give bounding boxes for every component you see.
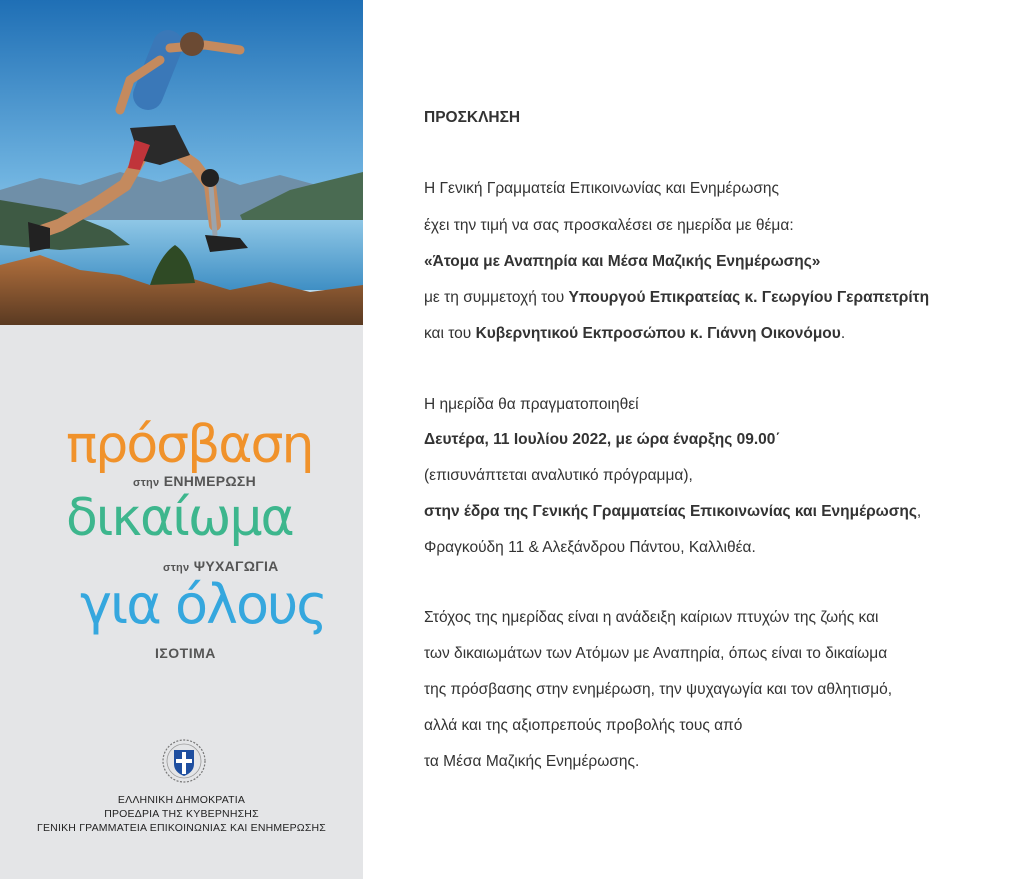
- left-panel: [0, 0, 363, 879]
- text-fragment: και του: [424, 325, 476, 342]
- text-line: της πρόσβασης στην ενημέρωση, την ψυχαγωγία και τον αθλητισμό,: [424, 681, 893, 698]
- invitation-title: ΠΡΟΣΚΛΗΣΗ: [424, 109, 521, 126]
- text-line: [424, 503, 921, 521]
- slogan-word-access: πρόσβαση: [66, 415, 313, 475]
- text-line: Η Γενική Γραμματεία Επικοινωνίας και Ενημέρωσης: [424, 180, 779, 197]
- text-fragment: με τη συμμετοχή του: [424, 289, 569, 306]
- org-line-secretariat: ΓΕΝΙΚΗ ΓΡΑΜΜΑΤΕΙΑ ΕΠΙΚΟΙΝΩΝΙΑΣ ΚΑΙ ΕΝΗΜΕΡΩΣΗΣ: [37, 822, 326, 834]
- text-line: Η ημερίδα θα πραγματοποιηθεί: [424, 396, 639, 413]
- event-venue: στην έδρα της Γενικής Γραμματείας Επικοινωνίας και Ενημέρωσης: [424, 503, 917, 520]
- runner-photo: [0, 0, 363, 325]
- org-line-republic: ΕΛΛΗΝΙΚΗ ΔΗΜΟΚΡΑΤΙΑ: [117, 794, 246, 806]
- slogan-word-for-all: για όλους: [80, 573, 326, 636]
- text-line: αλλά και της αξιοπρεπούς προβολής τους από: [424, 717, 743, 734]
- slogan-sub-word: ΨΥΧΑΓΩΓΙΑ: [193, 558, 279, 574]
- slogan-sub-equal: ΙΣΟΤΙΜΑ: [155, 645, 216, 661]
- slogan-sub-word: ΕΝΗΜΕΡΩΣΗ: [163, 473, 257, 489]
- event-address: Φραγκούδη 11 & Αλεξάνδρου Πάντου, Καλλιθέα.: [424, 539, 756, 556]
- spokesperson-name: Κυβερνητικού Εκπροσώπου κ. Γιάννη Οικονόμου: [475, 325, 841, 342]
- text-line: [424, 289, 929, 307]
- slogan-sub-prefix: στην: [133, 477, 160, 489]
- event-topic: «Άτομα με Αναπηρία και Μέσα Μαζικής Ενημέρωσης»: [424, 253, 821, 270]
- slogan-word-right: δικαίωμα: [66, 488, 293, 548]
- text-line: (επισυνάπτεται αναλυτικό πρόγραμμα),: [424, 467, 693, 484]
- slogan-sub-entertainment: [163, 558, 279, 574]
- text-fragment: ,: [916, 503, 922, 520]
- runner-photo-illustration: [0, 0, 363, 325]
- slogan-sub-information: [133, 473, 256, 489]
- text-fragment: .: [840, 325, 846, 342]
- event-date: Δευτέρα, 11 Ιουλίου 2022, με ώρα έναρξης 09.00΄: [424, 431, 781, 448]
- greek-coat-of-arms-icon: [161, 738, 207, 784]
- minister-name: Υπουργού Επικρατείας κ. Γεωργίου Γεραπετρίτη: [568, 289, 930, 306]
- text-line: τα Μέσα Μαζικής Ενημέρωσης.: [424, 753, 640, 770]
- text-line: έχει την τιμή να σας προσκαλέσει σε ημερίδα με θέμα:: [424, 217, 794, 234]
- text-line: Στόχος της ημερίδας είναι η ανάδειξη καίριων πτυχών της ζωής και: [424, 609, 879, 626]
- org-line-presidency: ΠΡΟΕΔΡΙΑ ΤΗΣ ΚΥΒΕΡΝΗΣΗΣ: [104, 808, 259, 820]
- text-line: [424, 325, 845, 343]
- slogan-sub-prefix: στην: [163, 562, 190, 574]
- text-line: των δικαιωμάτων των Ατόμων με Αναπηρία, όπως είναι το δικαίωμα: [424, 645, 888, 662]
